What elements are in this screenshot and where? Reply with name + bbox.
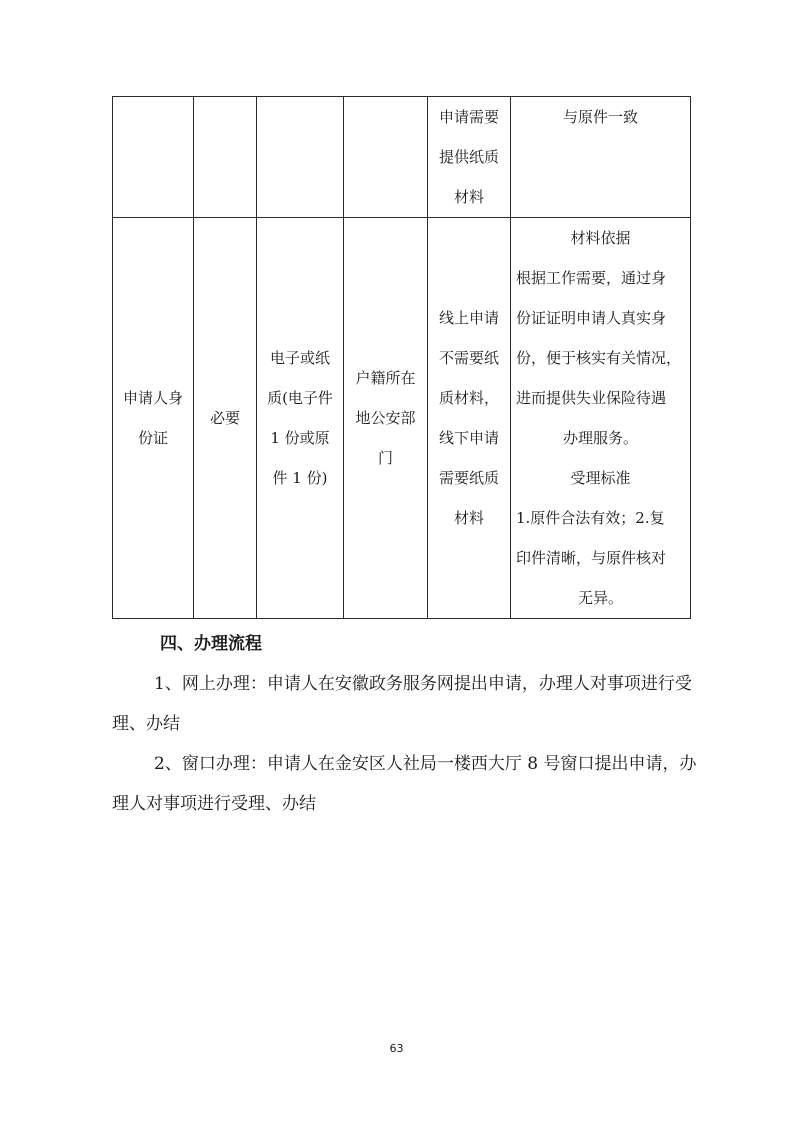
cell-line: 电子或纸 bbox=[269, 349, 330, 367]
table-cell bbox=[344, 97, 428, 218]
table-cell bbox=[113, 97, 194, 218]
cell-line: 户籍所在 bbox=[355, 369, 416, 387]
table-cell-material-form bbox=[257, 218, 344, 619]
online-process-paragraph: 1、网上办理：申请人在安徽政务服务网提出申请，办理人对事项进行受理、办结 bbox=[112, 674, 692, 734]
cell-line: 印件清晰，与原件核对 bbox=[516, 549, 667, 567]
table-cell-basis-and-standard bbox=[511, 218, 691, 619]
cell-line: 材料 bbox=[453, 509, 484, 527]
cell-line: 份证 bbox=[137, 429, 168, 447]
table-cell-source bbox=[344, 218, 428, 619]
cell-line: 线上申请 bbox=[438, 309, 499, 327]
table-row bbox=[113, 97, 691, 218]
page-number: 63 bbox=[389, 1042, 404, 1055]
cell-line: 门 bbox=[377, 449, 393, 467]
standard-title: 受理标准 bbox=[570, 469, 631, 487]
cell-line: 申请需要 bbox=[438, 108, 499, 126]
cell-line: 必要 bbox=[209, 409, 240, 427]
cell-line: 质材料， bbox=[438, 389, 499, 407]
section-heading: 四、办理流程 bbox=[160, 634, 262, 654]
cell-line: 地公安部 bbox=[355, 409, 416, 427]
table-cell-necessity bbox=[194, 218, 257, 619]
cell-line: 1.原件合法有效；2.复 bbox=[516, 509, 665, 527]
table-cell-paper-requirement bbox=[428, 97, 511, 218]
cell-line: 与原件一致 bbox=[562, 108, 638, 126]
basis-title: 材料依据 bbox=[570, 229, 631, 247]
cell-line: 不需要纸 bbox=[438, 349, 499, 367]
table-cell-paper-requirement bbox=[428, 218, 511, 619]
cell-line: 材料 bbox=[453, 188, 484, 206]
cell-line: 进而提供失业保险待遇 bbox=[516, 389, 667, 407]
cell-line: 份证证明申请人真实身 bbox=[516, 309, 667, 327]
cell-line: 申请人身 bbox=[122, 389, 183, 407]
cell-line: 质(电子件 bbox=[267, 389, 333, 407]
cell-line: 份，便于核实有关情况， bbox=[516, 349, 682, 367]
materials-table bbox=[112, 96, 691, 619]
cell-line: 件 1 份) bbox=[272, 469, 328, 487]
cell-line: 提供纸质 bbox=[438, 148, 499, 166]
table-cell-requirement bbox=[511, 97, 691, 218]
cell-line: 需要纸质 bbox=[438, 469, 499, 487]
cell-line: 根据工作需要，通过身 bbox=[516, 269, 667, 287]
cell-line: 无异。 bbox=[577, 589, 623, 607]
table-row bbox=[113, 218, 691, 619]
table-cell bbox=[194, 97, 257, 218]
cell-line: 办理服务。 bbox=[562, 429, 638, 447]
cell-line: 线下申请 bbox=[438, 429, 499, 447]
window-process-paragraph: 2、窗口办理：申请人在金安区人社局一楼西大厅 8 号窗口提出申请，办理人对事项进行受理、办结 bbox=[112, 754, 697, 814]
table-cell-material-name bbox=[113, 218, 194, 619]
cell-line: 1 份或原 bbox=[270, 429, 330, 447]
table-cell bbox=[257, 97, 344, 218]
